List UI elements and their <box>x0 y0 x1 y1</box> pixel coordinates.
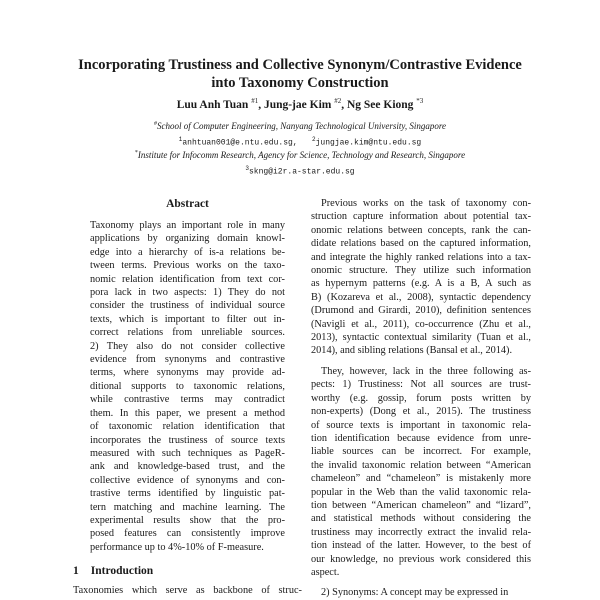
author-mark: #1 <box>251 97 259 105</box>
text-line: They, however, lack in the three following as- <box>321 365 531 377</box>
text-line: and integrate the highly ranked relations into a tax- <box>311 251 531 263</box>
text-line: ank and knowledge-based trust, and the <box>90 461 285 473</box>
text-line: didate relations based on the captured information, <box>311 238 531 250</box>
emails-ntu <box>40 136 560 148</box>
text-line: the invalid taxonomic relation between “American <box>311 459 531 471</box>
paper-title <box>60 56 540 92</box>
author-mark: #2 <box>334 97 342 105</box>
text-line: 2014), and sibling relations (Bansal et al., 2014). <box>311 345 513 357</box>
email-mark: 1 <box>178 136 183 143</box>
text-line: evidence from synonyms and contrastive <box>90 354 285 366</box>
title-line: Incorporating Trustiness and Collective Synonym/Contrastive Evidence <box>78 57 522 73</box>
text-line: experimental results show that the pro- <box>90 514 285 526</box>
text-line: terms, where synonyms may provide ad- <box>90 367 285 379</box>
author-list <box>60 97 540 111</box>
abstract-body <box>73 219 302 554</box>
affiliation-ntu <box>40 121 560 131</box>
text-line: collective evidence of synonyms and con- <box>90 474 285 486</box>
text-line: ditional supports to taxonomic relations, <box>90 380 285 392</box>
text-line: tion identification because evidence from unre- <box>311 432 531 444</box>
text-line: Previous works on the task of taxonomy con- <box>321 198 531 209</box>
affiliation-i2r <box>40 150 560 160</box>
author-sep: , <box>341 98 347 111</box>
affiliation-mark: # <box>153 121 157 127</box>
text-line: edge into a hierarchy of is-a relations be- <box>90 246 285 258</box>
right-column <box>311 197 531 600</box>
text-line: posed features can consistently improve <box>90 528 285 540</box>
text-line: 2) They also do not consider collective <box>90 340 285 352</box>
text-line: tion instead of the latter. However, to the best of <box>311 540 531 552</box>
introduction-first-line: Taxonomies which serve as backbone of struc- <box>73 585 302 596</box>
email-text: jungjae.kim@ntu.edu.sg <box>315 138 422 148</box>
text-line: tern matching and machine learning. The <box>90 501 285 513</box>
author-sep: , <box>258 98 264 111</box>
section-number: 1 <box>73 565 79 577</box>
text-line: Taxonomy plays an important role in many <box>90 220 285 231</box>
section-title: Introduction <box>90 565 154 577</box>
affiliation-text: Institute for Infocomm Research, Agency for Science, Technology and Research, Singapore <box>137 150 466 160</box>
text-line: (Navigli et al., 2011), co-occurrence (Zhu et al., <box>311 318 531 330</box>
text-line: trustiness may incorrectly extract the invalid rela- <box>311 526 531 538</box>
section-heading-introduction <box>73 565 153 577</box>
text-line: chameleon” and “chameleon” is mistakenly more <box>311 473 531 485</box>
text-line: incorporates the trustiness of source texts <box>90 434 285 446</box>
author-name: Luu Anh Tuan <box>176 98 249 111</box>
email-mark: 2 <box>312 136 316 143</box>
left-column <box>73 197 302 554</box>
email-i2r <box>40 165 560 177</box>
title-line: into Taxonomy Construction <box>211 75 389 91</box>
text-line: texts, which is important to filter out in- <box>90 313 285 325</box>
text-line: (Drumond and Girardi, 2010), definition sentences <box>311 305 531 317</box>
email-text: skng@i2r.a-star.edu.sg <box>248 167 355 177</box>
text-line: of taxonomic relation identification that <box>90 421 285 433</box>
text-line: trastive terms identified by linguistic pat- <box>90 488 285 500</box>
text-line: 2) Synonyms: A concept may be expressed in <box>321 587 509 599</box>
paragraph <box>311 365 531 580</box>
text-line: consider the trustiness of individual source <box>90 300 285 312</box>
text-line: onomic relations between concepts, rank the can- <box>311 224 531 236</box>
text-line: 2013), syntactic contextual similarity (Tuan et al., <box>311 332 531 344</box>
text-line: tion between “American chameleon” and “lizard”, <box>311 499 531 511</box>
text-line: measured with such techniques as PageR- <box>90 447 285 459</box>
text-line: onomic structure. They utilize such information <box>311 265 531 277</box>
text-line: popular in the Web than the valid taxonomic rela- <box>311 486 531 498</box>
text-line: correct relations from unreliable sources. <box>90 327 285 339</box>
paragraph <box>311 197 531 358</box>
abstract-heading: Abstract <box>166 198 209 210</box>
text-line: and statistical methods without considering the <box>311 513 531 525</box>
text-line: struction capture information about potential tax- <box>311 211 531 223</box>
text-line: while contrastive terms may contradict <box>90 394 285 406</box>
text-line: our knowledge, no previous work considered this <box>311 553 531 565</box>
text-line: B) (Kozareva et al., 2008), syntactic dependency <box>311 291 531 303</box>
text-line: performance up to 4%-10% of F-measure. <box>90 541 264 553</box>
text-line: tween terms. Previous works on the taxo- <box>90 260 285 272</box>
text-line: worthy (e.g. gossip, forum posts written by <box>311 392 531 404</box>
text-line: aspect. <box>311 566 340 578</box>
text-line: as hypernym patterns (e.g. A is a B, A such as <box>311 278 531 290</box>
author-mark: *3 <box>416 97 424 105</box>
text-line: applications by organizing domain knowl- <box>90 233 285 245</box>
author-name: Ng See Kiong <box>346 98 414 111</box>
affiliation-mark: * <box>134 150 138 156</box>
email-text: anhtuan001@e.ntu.edu.sg, <box>182 138 298 148</box>
text-line: of source texts is important in taxonomic rela- <box>311 419 531 431</box>
text-line: pora lack in two aspects: 1) They do not <box>90 287 285 299</box>
text-line: liable sources can be incorrect. For example, <box>311 446 531 458</box>
text-line: non-experts) (Dong et al., 2015). The trustiness <box>311 406 531 418</box>
text-line: nomic relation identification from text cor- <box>90 273 285 285</box>
affiliation-text: School of Computer Engineering, Nanyang Technological University, Singapore <box>156 121 447 131</box>
author-name: Jung-jae Kim <box>263 98 332 111</box>
email-mark: 3 <box>245 165 249 172</box>
text-line: pects: 1) Trustiness: Not all sources are trust- <box>311 379 531 391</box>
text-line: them. In this paper, we present a method <box>90 407 285 419</box>
paragraph <box>311 586 531 599</box>
